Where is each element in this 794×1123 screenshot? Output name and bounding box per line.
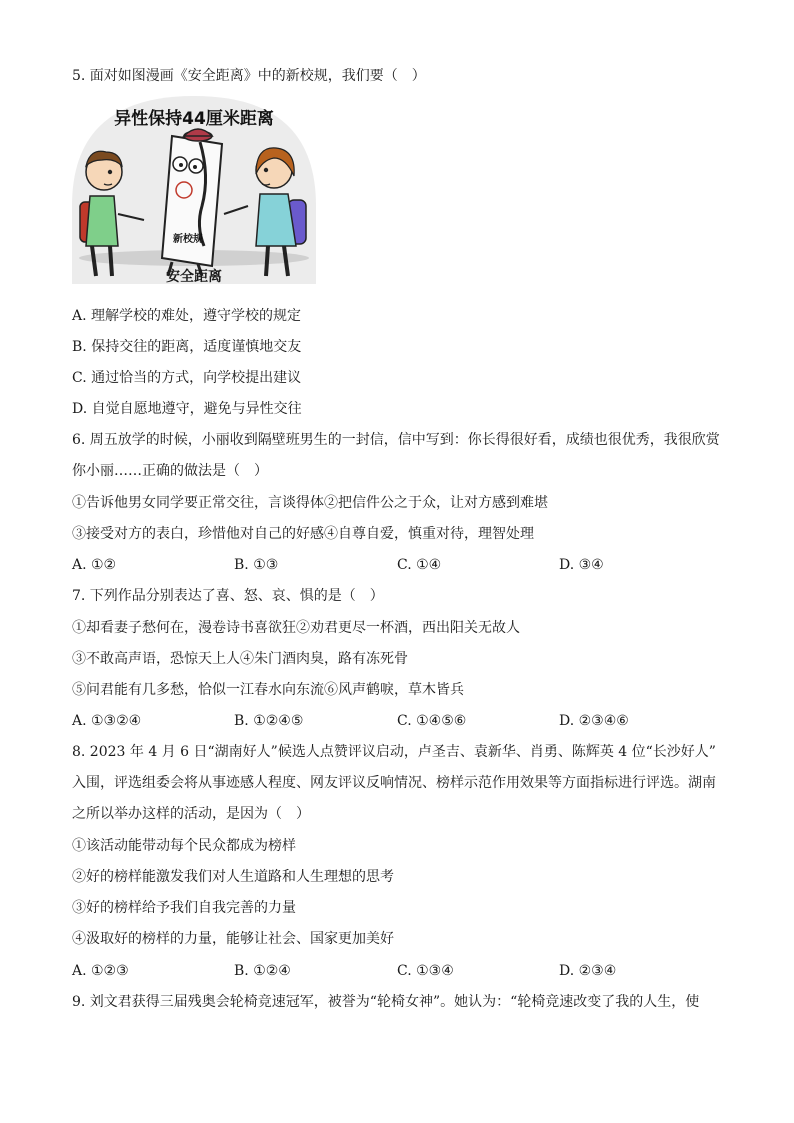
q6-statements-line2: ③接受对方的表白，珍惜他对自己的好感④自尊自爱，慎重对待，理智处理	[72, 526, 534, 542]
q6-option-d[interactable]: D. ③④	[559, 557, 604, 573]
safe-distance-comic	[72, 96, 316, 284]
q6-option-b[interactable]: B. ①③	[234, 557, 279, 573]
q7-stem: 7. 下列作品分别表达了喜、怒、哀、惧的是（ ）	[72, 588, 384, 604]
q8-statement-2: ②好的榜样能激发我们对人生道路和人生理想的思考	[72, 869, 394, 885]
q6-statements-line1: ①告诉他男女同学要正常交往，言谈得体②把信件公之于众，让对方感到难堪	[72, 495, 548, 511]
q5-option-a[interactable]: A. 理解学校的难处，遵守学校的规定	[72, 308, 302, 324]
comic-caption: 安全距离	[166, 269, 222, 285]
q8-statement-3: ③好的榜样给予我们自我完善的力量	[72, 900, 296, 916]
q5-option-d[interactable]: D. 自觉自愿地遵守，避免与异性交往	[72, 401, 302, 417]
q8-stem-line1: 8. 2023 年 4 月 6 日“湖南好人”候选人点赞评议启动，卢圣吉、袁新华、肖勇、陈辉英 4 位“长沙好人”	[72, 744, 716, 760]
q7-option-c[interactable]: C. ①④⑤⑥	[397, 713, 467, 729]
q7-option-b[interactable]: B. ①②④⑤	[234, 713, 304, 729]
q8-statement-4: ④汲取好的榜样的力量，能够让社会、国家更加美好	[72, 931, 394, 947]
q6-stem-line2: 你小丽……正确的做法是（ ）	[72, 463, 268, 479]
q9-stem-line1: 9. 刘文君获得三届残奥会轮椅竞速冠军，被誉为“轮椅女神”。她认为：“轮椅竞速改变了我的人生，使	[72, 994, 700, 1010]
q5-option-b[interactable]: B. 保持交往的距离，适度谨慎地交友	[72, 339, 302, 355]
q8-stem-line2: 入围，评选组委会将从事迹感人程度、网友评议反响情况、榜样示范作用效果等方面指标进行评选。湖南	[72, 775, 716, 791]
q7-line2: ③不敢高声语，恐惊天上人④朱门酒肉臭，路有冻死骨	[72, 651, 408, 667]
sign-label: 新校规	[173, 234, 203, 245]
q8-statement-1: ①该活动能带动每个民众都成为榜样	[72, 838, 296, 854]
q6-stem-line1: 6. 周五放学的时候，小丽收到隔壁班男生的一封信，信中写到：你长得很好看，成绩也很优秀，我很欣赏	[72, 432, 720, 448]
q7-option-d[interactable]: D. ②③④⑥	[559, 713, 629, 729]
q7-line3: ⑤问君能有几多愁，恰似一江春水向东流⑥风声鹤唳，草木皆兵	[72, 682, 464, 698]
q8-option-b[interactable]: B. ①②④	[234, 963, 291, 979]
comic-banner: 异性保持44厘米距离	[114, 109, 274, 129]
q7-option-a[interactable]: A. ①③②④	[72, 713, 142, 729]
q8-stem-line3: 之所以举办这样的活动，是因为（ ）	[72, 806, 310, 822]
q8-option-c[interactable]: C. ①③④	[397, 963, 454, 979]
q8-option-a[interactable]: A. ①②③	[72, 963, 129, 979]
q7-line1: ①却看妻子愁何在，漫卷诗书喜欲狂②劝君更尽一杯酒，西出阳关无故人	[72, 620, 520, 636]
q5-option-c[interactable]: C. 通过恰当的方式，向学校提出建议	[72, 370, 302, 386]
q5-stem: 5. 面对如图漫画《安全距离》中的新校规，我们要（ ）	[72, 68, 426, 84]
q6-option-c[interactable]: C. ①④	[397, 557, 442, 573]
q6-option-a[interactable]: A. ①②	[72, 557, 117, 573]
q8-option-d[interactable]: D. ②③④	[559, 963, 617, 979]
